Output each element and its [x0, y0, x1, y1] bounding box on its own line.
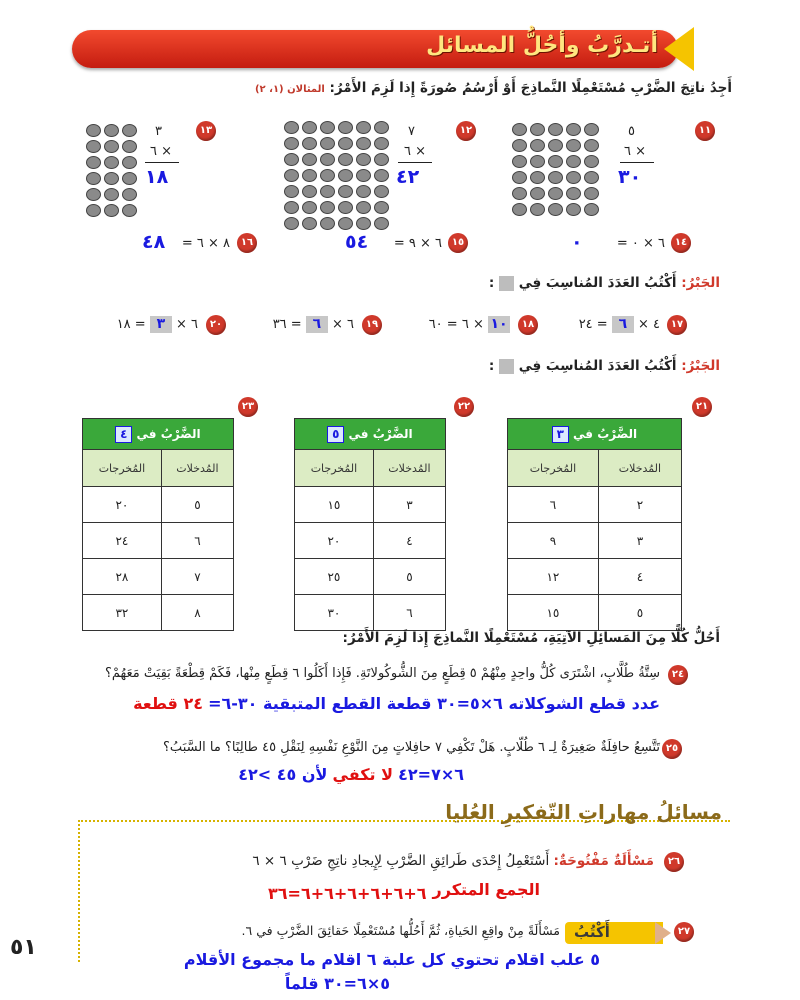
counter-dot: [566, 139, 581, 152]
counter-dot: [548, 171, 563, 184]
ex11-dot-model: [512, 123, 599, 216]
q26-text: مَسْأَلَةٌ مَفْتُوحَةٌ: أَسْتَعْمِلُ إِحْدَى طَرائِقِ الضَّرْبِ لِإِيجادِ ناتِجِ ضَرْبِ ٦ × ٦: [252, 853, 654, 869]
counter-dot: [86, 204, 101, 217]
counter-dot: [548, 123, 563, 136]
counter-dot: [584, 171, 599, 184]
q27-text: مَسْأَلَةً مِنْ واقِعِ الحَياةِ، ثُمَّ أَحُلُّها مُسْتَعْمِلًا حَقائِقَ الضَّرْبِ في ٦.: [241, 923, 560, 938]
ex13-bottom: ٦ ×: [150, 144, 173, 159]
counter-dot: [512, 123, 527, 136]
exercise-12-number: ١٢: [456, 121, 476, 141]
example-ref: المثالان (١، ٢): [254, 84, 325, 95]
ex11-bottom: ٦ ×: [624, 144, 647, 159]
counter-dot: [566, 187, 581, 200]
exercise-21-number: ٢١: [692, 397, 712, 417]
table-row: ٥ ٢٠: [83, 487, 234, 523]
algebra-instruction-2: الجَبْرُ: أَكْتُبُ العَدَدَ المُناسِبَ فِي :: [488, 358, 720, 374]
hots-title: مسائلُ مهاراتِ التّفكيرِ العُليا: [445, 800, 722, 824]
counter-dot: [104, 124, 119, 137]
exercise-16-number: ١٦: [237, 233, 257, 253]
counter-dot: [530, 203, 545, 216]
counter-dot: [86, 124, 101, 137]
counter-dot: [512, 171, 527, 184]
ex13-answer: ١٨: [145, 166, 169, 188]
counter-dot: [320, 217, 335, 230]
ex12-bottom: ٦ ×: [404, 144, 427, 159]
q26-answer-label: الجمع المتكرر: [432, 880, 540, 899]
counter-dot: [338, 169, 353, 182]
counter-dot: [356, 201, 371, 214]
counter-dot: [320, 201, 335, 214]
ex13-line: [145, 162, 179, 163]
counter-dot: [122, 172, 137, 185]
counter-dot: [584, 123, 599, 136]
counter-dot: [512, 203, 527, 216]
exercise-22-number: ٢٢: [454, 397, 474, 417]
counter-dot: [122, 204, 137, 217]
ex20-equation: ٦ × ٣ = ١٨: [116, 316, 198, 332]
q24-text: سِتَّةُ طُلَّابٍ، اشْتَرَى كُلُّ واحِدٍ مِنْهُمْ ٥ قِطَعٍ مِنَ الشُّوكُولاتَةِ. فَإِذا أَكَلُوا ٦ قِطَعٍ مِنْها، فَكَمْ قِطْعَةً بَقِيَتْ مَعَهُمْ؟: [104, 666, 660, 681]
counter-dot: [548, 203, 563, 216]
counter-dot: [302, 217, 317, 230]
counter-dot: [356, 121, 371, 134]
ex15-expr: ٦ × ٩ =: [393, 236, 442, 251]
counter-dot: [356, 185, 371, 198]
page-title: أتـدرَّبُ وأحُلُّ المسائل: [426, 33, 658, 58]
counter-dot: [284, 169, 299, 182]
exercise-23-number: ٢٣: [238, 397, 258, 417]
counter-dot: [338, 185, 353, 198]
counter-dot: [548, 155, 563, 168]
exercise-14-number: ١٤: [671, 233, 691, 253]
q26-answer: ٦+٦+٦+٦+٦+٦=٣٦: [268, 884, 427, 903]
counter-dot: [284, 201, 299, 214]
exercise-11-number: ١١: [695, 121, 715, 141]
counter-dot: [284, 137, 299, 150]
counter-dot: [530, 187, 545, 200]
exercise-19-number: ١٩: [362, 315, 382, 335]
q24-answer: عدد قطع الشوكلاته ٦×٥=٣٠ قطعة القطع المتبقية ٣٠-٦= ٢٤ قطعة: [133, 694, 660, 713]
counter-dot: [374, 217, 389, 230]
table-row: ٥ ١٥: [508, 595, 682, 631]
ex14-answer: ٠: [571, 231, 583, 253]
question-27-number: ٢٧: [674, 922, 694, 942]
ex11-line: [620, 162, 654, 163]
function-table-22: الضَّرْبُ في ٥ المُدخلات المُخرجات ٣ ١٥ ٤ ٢٠ ٥ ٢٥ ٦ ٣٠: [294, 418, 446, 631]
counter-dot: [122, 124, 137, 137]
q25-answer: ٦×٧=٤٢ لا تكفي لأن ٤٥ >٤٢: [238, 765, 464, 784]
counter-dot: [338, 201, 353, 214]
counter-dot: [338, 217, 353, 230]
function-table-23: الضَّرْبُ في ٤ المُدخلات المُخرجات ٥ ٢٠ ٦ ٢٤ ٧ ٢٨ ٨ ٣٢: [82, 418, 234, 631]
counter-dot: [320, 121, 335, 134]
ex19-fill: ٦: [306, 316, 328, 333]
table-row: ٥ ٢٥: [295, 559, 446, 595]
counter-dot: [302, 121, 317, 134]
ex12-answer: ٤٢: [396, 166, 420, 188]
algebra-instruction-1: الجَبْرُ: أَكْتُبُ العَدَدَ المُناسِبَ فِي :: [488, 275, 720, 291]
counter-dot: [104, 204, 119, 217]
function-table-21: الضَّرْبُ في ٣ المُدخلات المُخرجات ٢ ٦ ٣ ٩ ٤ ١٢ ٥ ١٥: [507, 418, 682, 631]
table-row: ٤ ٢٠: [295, 523, 446, 559]
counter-dot: [584, 187, 599, 200]
counter-dot: [566, 123, 581, 136]
table-row: ٣ ١٥: [295, 487, 446, 523]
ex14-expr: ٦ × ٠ =: [616, 236, 665, 251]
ex12-dot-model: [284, 121, 389, 230]
counter-dot: [374, 121, 389, 134]
counter-dot: [584, 139, 599, 152]
counter-dot: [530, 123, 545, 136]
ex11-top: ٥: [628, 124, 635, 139]
counter-dot: [374, 201, 389, 214]
ex16-expr: ٨ × ٦ =: [181, 236, 230, 251]
counter-dot: [122, 140, 137, 153]
counter-dot: [584, 203, 599, 216]
counter-dot: [320, 137, 335, 150]
table-row: ٦ ٢٤: [83, 523, 234, 559]
counter-dot: [374, 153, 389, 166]
counter-dot: [86, 188, 101, 201]
table-row: ٨ ٣٢: [83, 595, 234, 631]
ex11-answer: ٣٠: [618, 166, 642, 188]
ex18-equation: ١٠ × ٦ = ٦٠: [429, 316, 510, 333]
exercise-15-number: ١٥: [448, 233, 468, 253]
counter-dot: [566, 155, 581, 168]
blank-box-icon: [499, 276, 514, 291]
counter-dot: [284, 121, 299, 134]
counter-dot: [122, 156, 137, 169]
counter-dot: [320, 185, 335, 198]
q25-text: تَتَّسِعُ حافِلَةٌ صَغِيرَةٌ لِـ ٦ طُلّابٍ. هَلْ تَكْفِي ٧ حافِلاتٍ مِنَ النَّوْعِ نَفْسِهِ لِنَقْلِ ٤٥ طالِبًا؟ ما السَّبَبُ؟: [163, 740, 660, 755]
counter-dot: [104, 172, 119, 185]
ex12-top: ٧: [408, 124, 415, 139]
ex13-top: ٣: [155, 124, 162, 139]
counter-dot: [338, 121, 353, 134]
counter-dot: [338, 153, 353, 166]
ex16-answer: ٤٨: [142, 231, 166, 253]
counter-dot: [284, 185, 299, 198]
ex18-fill: ١٠: [488, 316, 510, 333]
exercise-20-number: ٢٠: [206, 315, 226, 335]
counter-dot: [512, 139, 527, 152]
counter-dot: [356, 169, 371, 182]
ex20-fill: ٣: [150, 316, 172, 333]
question-24-number: ٢٤: [668, 665, 688, 685]
question-26-number: ٢٦: [664, 852, 684, 872]
counter-dot: [530, 139, 545, 152]
exercise-17-number: ١٧: [667, 315, 687, 335]
counter-dot: [104, 188, 119, 201]
counter-dot: [584, 155, 599, 168]
ex19-equation: ٦ × ٦ = ٣٦: [272, 316, 354, 332]
table-row: ٢ ٦: [508, 487, 682, 523]
counter-dot: [374, 169, 389, 182]
table-row: ٦ ٣٠: [295, 595, 446, 631]
counter-dot: [122, 188, 137, 201]
counter-dot: [512, 187, 527, 200]
counter-dot: [302, 185, 317, 198]
counter-dot: [302, 201, 317, 214]
blank-box-icon: [499, 359, 514, 374]
counter-dot: [320, 169, 335, 182]
exercise-18-number: ١٨: [518, 315, 538, 335]
counter-dot: [302, 153, 317, 166]
counter-dot: [302, 137, 317, 150]
counter-dot: [338, 137, 353, 150]
exercise-13-number: ١٣: [196, 121, 216, 141]
counter-dot: [566, 203, 581, 216]
pencil-tip-icon: [655, 922, 671, 944]
counter-dot: [284, 217, 299, 230]
counter-dot: [530, 155, 545, 168]
counter-dot: [356, 137, 371, 150]
table-row: ٧ ٢٨: [83, 559, 234, 595]
counter-dot: [104, 140, 119, 153]
counter-dot: [548, 139, 563, 152]
counter-dot: [356, 217, 371, 230]
counter-dot: [548, 187, 563, 200]
ex13-dot-model: [86, 124, 137, 217]
counter-dot: [284, 153, 299, 166]
page-number: ٥١: [10, 935, 37, 960]
banner-arrow-icon: [664, 27, 694, 71]
counter-dot: [104, 156, 119, 169]
ex17-fill: ٦: [612, 316, 634, 333]
ex17-equation: ٤ × ٦ = ٢٤: [578, 316, 660, 332]
counter-dot: [374, 185, 389, 198]
counter-dot: [86, 172, 101, 185]
q27-answer-line-1: ٥ علب اقلام تحتوي كل علبة ٦ اقلام ما مجموع الأقلام: [183, 950, 600, 969]
question-25-number: ٢٥: [662, 739, 682, 759]
counter-dot: [86, 140, 101, 153]
ex15-answer: ٥٤: [345, 231, 369, 253]
write-label: أَكْتُبُ: [574, 923, 610, 941]
counter-dot: [530, 171, 545, 184]
instruction-1: أَجِدُ ناتِجَ الضَّرْبِ مُسْتَعْمِلًا النَّماذِجَ أَوْ أَرْسُمُ صُورَةً إِذا لَزِمَ الأَمْرُ: المثالان (١، ٢): [254, 80, 732, 96]
instruction-2: أَحُلُّ كُلًّا مِنَ المَسائِلِ الآتِيَةِ، مُسْتَعْمِلًا النَّماذِجَ إِذا لَزِمَ الأَمْرُ:: [342, 630, 720, 646]
counter-dot: [320, 153, 335, 166]
counter-dot: [86, 156, 101, 169]
counter-dot: [566, 171, 581, 184]
table-row: ٣ ٩: [508, 523, 682, 559]
ex12-line: [398, 162, 432, 163]
counter-dot: [374, 137, 389, 150]
counter-dot: [512, 155, 527, 168]
counter-dot: [356, 153, 371, 166]
q27-answer-line-2: ٥×٦=٣٠ قلماً: [284, 974, 390, 993]
counter-dot: [302, 169, 317, 182]
table-row: ٤ ١٢: [508, 559, 682, 595]
